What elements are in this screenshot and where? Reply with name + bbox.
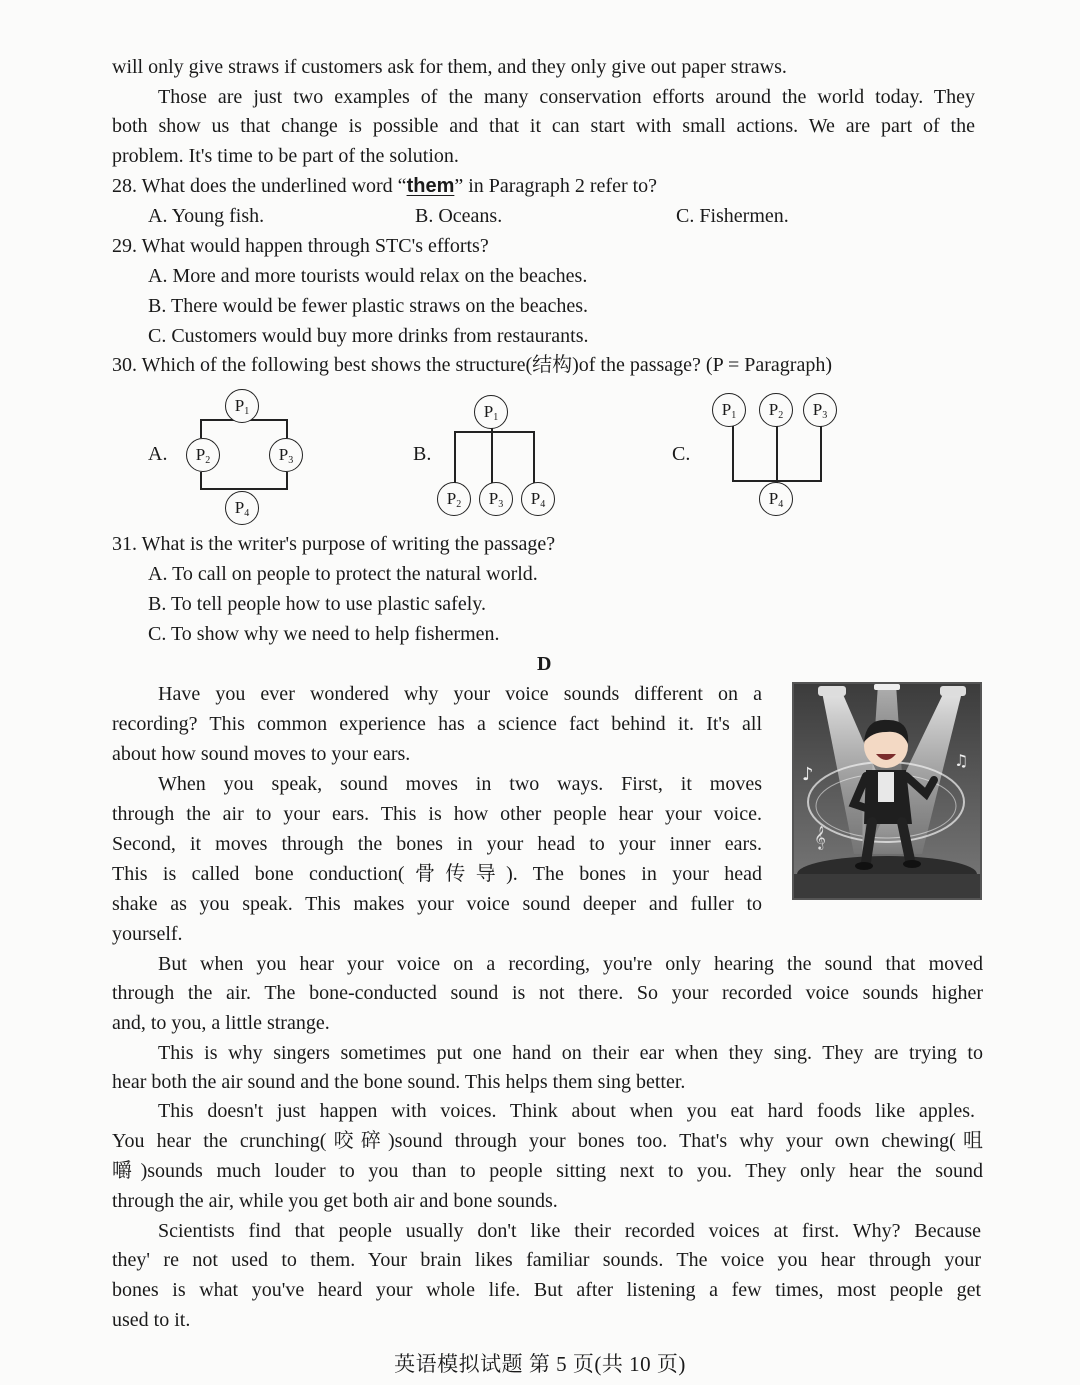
node-p3: $P_3$	[803, 393, 837, 427]
question-28-stem	[112, 173, 657, 199]
question-30-stem: 30. Which of the following best shows the structure(结构)of the passage? (P = Paragraph)	[112, 354, 832, 376]
text-line: problem. It's time to be part of the solution.	[112, 145, 459, 167]
text-line: shake as you speak. This makes your voice sound deeper and fuller to	[112, 893, 762, 915]
option-c: C. Fishermen.	[676, 205, 789, 227]
option-a: A. Young fish.	[148, 205, 265, 227]
text-line: through the air to your ears. This is how other people hear your voice.	[112, 803, 762, 825]
svg-text:♪: ♪	[802, 764, 814, 785]
text-line: This is why singers sometimes put one hand on their ear when they sing. They are trying to	[158, 1042, 983, 1064]
text-line: Scientists find that people usually don't like their recorded voices at first. Why? Because	[158, 1220, 981, 1242]
text-line: Second, it moves through the bones in your head to your inner ears.	[112, 833, 762, 855]
question-31-stem: 31. What is the writer's purpose of writing the passage?	[112, 533, 556, 555]
node-p2: $P_2$	[186, 438, 220, 472]
text-line: they' re not used to them. Your brain likes familiar sounds. The voice you hear through your	[112, 1249, 981, 1271]
node-p4: $P_4$	[225, 491, 259, 525]
option-b: B. To tell people how to use plastic safely.	[148, 593, 486, 615]
option-b: B. There would be fewer plastic straws on the beaches.	[148, 295, 589, 317]
page-footer: 英语模拟试题 第 5 页(共 10 页)	[394, 1352, 686, 1376]
option-c: C. Customers would buy more drinks from restaurants.	[148, 325, 589, 347]
option-a: A. More and more tourists would relax on the beaches.	[148, 265, 588, 287]
text-line: 嚼)sounds much louder to you than to people sitting next to you. They only hear the sound	[112, 1160, 983, 1182]
question-29-stem: 29. What would happen through STC's efforts?	[112, 235, 489, 257]
text-line: recording? This common experience has a science fact behind it. It's all	[112, 713, 762, 735]
text-line: yourself.	[112, 923, 183, 945]
text-line: about how sound moves to your ears.	[112, 743, 411, 765]
text-line: through the air. The bone-conducted sound is not there. So your recorded voice sounds higher	[112, 982, 983, 1004]
node-p2: $P_2$	[759, 393, 793, 427]
node-p1: $P_1$	[225, 389, 259, 423]
text-line: But when you hear your voice on a recording, you're only hearing the sound that moved	[158, 953, 983, 975]
underlined-word: them	[406, 175, 455, 197]
singer-illustration	[792, 682, 982, 900]
section-heading: D	[537, 653, 552, 675]
node-p3: $P_3$	[479, 482, 513, 516]
text-line: Have you ever wondered why your voice sounds different on a	[158, 683, 762, 705]
stem-text: 28. What does the underlined word “	[112, 175, 407, 197]
text-line: both show us that change is possible and that it can start with small actions. We are part of the	[112, 115, 975, 137]
node-p1: $P_1$	[712, 393, 746, 427]
text-line: bones is what you've heard your whole life. But after listening a few times, most people get	[112, 1279, 981, 1301]
diagram-label-a: A.	[148, 443, 168, 465]
text-line: through the air, while you get both air and bone sounds.	[112, 1190, 558, 1212]
text-line: Those are just two examples of the many conservation efforts around the world today. They	[158, 86, 975, 108]
svg-text:♫: ♫	[954, 751, 969, 770]
svg-text:𝄞: 𝄞	[814, 825, 826, 849]
node-p4: $P_4$	[521, 482, 555, 516]
text-line: When you speak, sound moves in two ways. First, it moves	[158, 773, 762, 795]
text-line: This doesn't just happen with voices. Think about when you eat hard foods like apples.	[158, 1100, 975, 1122]
text-line: This is called bone conduction(骨传导). The bones in your head	[112, 863, 762, 885]
stem-text: ” in Paragraph 2 refer to?	[454, 175, 658, 197]
text-line: will only give straws if customers ask for them, and they only give out paper straws.	[112, 56, 787, 78]
text-line: hear both the air sound and the bone sound. This helps them sing better.	[112, 1071, 686, 1093]
option-a: A. To call on people to protect the natural world.	[148, 563, 538, 585]
node-p1: $P_1$	[474, 395, 508, 429]
option-c: C. To show why we need to help fishermen.	[148, 623, 500, 645]
text-line: and, to you, a little strange.	[112, 1012, 330, 1034]
option-b: B. Oceans.	[415, 205, 503, 227]
node-p3: $P_3$	[269, 438, 303, 472]
node-p2: $P_2$	[437, 482, 471, 516]
text-line: used to it.	[112, 1309, 191, 1331]
diagram-label-c: C.	[672, 443, 691, 465]
node-p4: $P_4$	[759, 482, 793, 516]
text-line: You hear the crunching(咬碎)sound through your bones too. That's why your own chewing(咀	[112, 1130, 983, 1152]
diagram-label-b: B.	[413, 443, 432, 465]
